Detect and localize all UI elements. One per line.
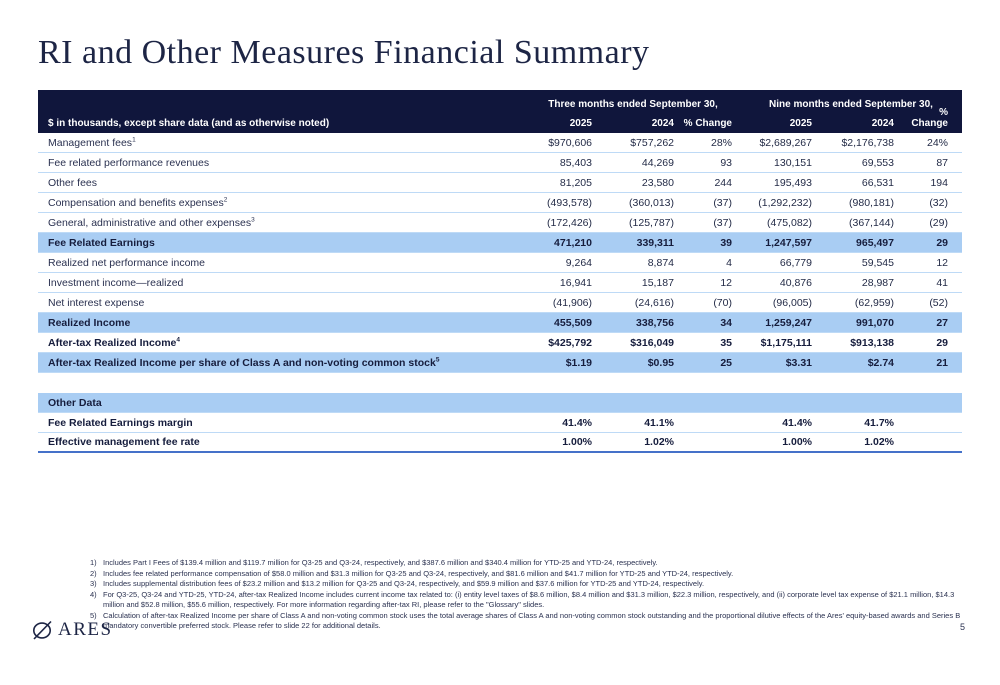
row-value: 338,756 [636, 316, 674, 329]
row-value: 1.00% [562, 436, 592, 448]
row-value: 59,545 [861, 256, 894, 269]
row-value: (367,144) [849, 216, 894, 229]
table-row [38, 413, 962, 433]
footnote-item [90, 579, 970, 590]
row-value: (1,292,232) [758, 196, 812, 209]
row-value: $425,792 [548, 336, 592, 349]
row-value: 29 [936, 236, 948, 249]
footnote-text: Includes supplemental distribution fees of $23.2 million and $13.2 million for Q3-25 and Q3-24, respectively, and $59.9 million and $37.6 million for YTD-25 and YTD-24, respectively. [103, 579, 705, 588]
table-header [38, 90, 962, 133]
row-value: 44,269 [641, 156, 674, 169]
row-value: 455,509 [554, 316, 592, 329]
row-label: Fee Related Earnings margin [48, 416, 193, 429]
footnote-text: Includes Part I Fees of $139.4 million and $119.7 million for Q3-25 and Q3-24, respectively, and $387.6 million and $340.4 million for YTD-25 and YTD-24, respectively. [103, 558, 658, 567]
row-value: (52) [929, 296, 948, 309]
row-label: Investment income—realized [48, 276, 184, 289]
row-value: 66,531 [861, 176, 894, 189]
row-label: Fee related performance revenues [48, 156, 210, 169]
row-value: (96,005) [772, 296, 812, 309]
footnote-number: 3) [90, 579, 97, 588]
col-header-2024-q: 2024 [651, 118, 674, 129]
row-value: 8,874 [647, 256, 674, 269]
footnote-marker: 5 [435, 356, 440, 363]
table-row [38, 393, 962, 413]
row-value: 1,259,247 [765, 316, 812, 329]
table-row [38, 333, 962, 353]
footnote-item [90, 611, 970, 632]
footnote-marker: 2 [223, 196, 228, 203]
row-value: $316,049 [630, 336, 674, 349]
footnote-marker: 1 [132, 136, 136, 143]
row-value: 87 [936, 156, 948, 169]
row-value: 195,493 [774, 176, 812, 189]
col-header-pct-change-q: % Change [683, 118, 732, 129]
col-group-three-months: Three months ended September 30, [548, 99, 718, 110]
row-value: $2,176,738 [841, 136, 894, 149]
row-value: 28,987 [861, 276, 894, 289]
row-value: (475,082) [767, 216, 812, 229]
row-value: 41.1% [644, 416, 674, 429]
row-value: 471,210 [554, 236, 592, 249]
row-value: 9,264 [565, 256, 592, 269]
row-value: $913,138 [850, 336, 894, 349]
table-row [38, 133, 962, 153]
ares-circle-logo-icon [30, 618, 54, 642]
row-value: 130,151 [774, 156, 812, 169]
row-value: 23,580 [641, 176, 674, 189]
row-value: 34 [720, 316, 732, 329]
footnote-text: Includes fee related performance compensation of $58.0 million and $31.3 million for Q3-25 and Q3-24, respectively, and $81.6 million and $41.7 million for YTD-25 and YTD-24, respectively. [103, 568, 734, 578]
row-value: 194 [930, 176, 948, 189]
row-value: $2.74 [867, 356, 894, 369]
table-corner-label: $ in thousands, except share data (and as otherwise noted) [48, 118, 330, 129]
row-value: 1.02% [644, 436, 674, 448]
table-row [38, 313, 962, 333]
row-value: $1,175,111 [760, 336, 812, 349]
row-label: After-tax Realized Income$^4$ [48, 336, 180, 349]
col-header-2025-ytd: 2025 [789, 118, 812, 129]
row-label: After-tax Realized Income per share of Class A and non-voting common stock$^5$ [48, 356, 440, 369]
col-header-pct-change-ytd: % Change [911, 107, 948, 129]
row-value: (980,181) [849, 196, 894, 209]
row-label: Fee Related Earnings [48, 236, 155, 249]
row-label: Management fees$^1$ [48, 136, 136, 149]
row-value: $0.95 [647, 356, 674, 369]
row-value: (29) [929, 216, 948, 229]
row-value: 41.4% [782, 416, 812, 429]
row-value: 12 [720, 276, 732, 289]
row-value: 12 [936, 256, 948, 269]
row-value: 965,497 [856, 236, 894, 249]
ares-logo-text: ARES [58, 619, 113, 640]
row-label: Compensation and benefits expenses$^2$ [48, 196, 228, 209]
row-value: 4 [726, 256, 732, 269]
table-row [38, 273, 962, 293]
row-value: 41 [936, 276, 948, 289]
footnote-number: 4) [90, 589, 97, 599]
table-row [38, 293, 962, 313]
row-value: 21 [936, 356, 948, 369]
table-row [38, 193, 962, 213]
table-row [38, 253, 962, 273]
financial-summary-table [38, 90, 962, 453]
footnote-number: 5) [90, 610, 97, 620]
row-label: Realized Income [48, 316, 131, 329]
row-label: Other fees [48, 176, 98, 189]
row-label: Other Data [48, 396, 102, 409]
table-row [38, 433, 962, 453]
table-row [38, 153, 962, 173]
row-value: $757,262 [630, 136, 674, 149]
footnotes [90, 558, 970, 632]
row-value: (24,616) [634, 296, 674, 309]
table-section-spacer [38, 373, 962, 393]
footnote-number: 1) [90, 558, 97, 567]
table-row [38, 173, 962, 193]
col-header-2024-ytd: 2024 [871, 118, 894, 129]
row-value: 39 [720, 236, 732, 249]
ares-logo [30, 618, 113, 642]
footnote-marker: 3 [251, 216, 255, 223]
row-value: 28% [710, 136, 732, 149]
row-value: 16,941 [559, 276, 592, 289]
footnote-marker: 4 [176, 336, 180, 343]
row-value: 339,311 [636, 236, 674, 249]
row-value: $3.31 [785, 356, 812, 369]
table-row [38, 213, 962, 233]
row-value: $1.19 [565, 356, 592, 369]
row-value: 41.7% [864, 416, 894, 429]
footnote-item [90, 569, 970, 580]
table-body [38, 133, 962, 453]
table-header-group-row [38, 90, 962, 112]
row-value: 24% [926, 136, 948, 149]
row-label: Realized net performance income [48, 256, 205, 269]
row-value: 27 [936, 316, 948, 329]
row-value: (125,787) [629, 216, 674, 229]
row-value: (360,013) [629, 196, 674, 209]
row-value: 25 [720, 356, 732, 369]
row-value: 29 [936, 336, 948, 349]
row-value: 69,553 [861, 156, 894, 169]
row-value: $970,606 [548, 136, 592, 149]
row-value: 85,403 [559, 156, 592, 169]
footnote-number: 2) [90, 568, 97, 578]
col-header-2025-q: 2025 [569, 118, 592, 129]
row-value: 991,070 [856, 316, 894, 329]
row-value: (37) [713, 216, 732, 229]
row-value: 66,779 [779, 256, 812, 269]
table-row [38, 233, 962, 253]
row-value: (37) [713, 196, 732, 209]
footnote-item [90, 590, 970, 611]
row-value: 35 [720, 336, 732, 349]
footnote-text: Calculation of after-tax Realized Income per share of Class A and non-voting common stock uses the total average shares of Class A and non-voting common stock outstanding and the proportional dilutive effects of the Ares' equity-based awards and Series B mandatory convertible preferred stock. Please refer to slide 22 for additional details. [103, 610, 961, 630]
col-group-nine-months: Nine months ended September 30, [769, 99, 933, 110]
row-label: General, administrative and other expenses$^3$ [48, 216, 255, 229]
row-value: (493,578) [547, 196, 592, 209]
row-value: 1.00% [782, 436, 812, 448]
row-label: Effective management fee rate [48, 436, 200, 448]
footnote-text: For Q3-25, Q3-24 and YTD-25, YTD-24, after-tax Realized Income includes current income tax related to: (i) entity level taxes of $8.6 million, $8.4 million and $31.3 million, $22.3 million, respectively, and (ii) corporate level tax expense of $21.1 million, $14.3 million and $52.8 million, $55.6 million, respectively. For more information regarding after-tax RI, please refer to the "Glossary" slides. [103, 589, 955, 609]
table-row [38, 353, 962, 373]
row-value: $2,689,267 [759, 136, 812, 149]
row-value: 81,205 [559, 176, 592, 189]
row-label: Net interest expense [48, 296, 145, 309]
row-value: 41.4% [562, 416, 592, 429]
row-value: 40,876 [779, 276, 812, 289]
row-value: 244 [714, 176, 732, 189]
row-value: 15,187 [641, 276, 674, 289]
row-value: 1.02% [864, 436, 894, 448]
row-value: 1,247,597 [765, 236, 812, 249]
page-title: RI and Other Measures Financial Summary [38, 34, 650, 71]
footnote-item [90, 558, 970, 569]
row-value: 93 [720, 156, 732, 169]
row-value: (62,959) [854, 296, 894, 309]
row-value: (32) [929, 196, 948, 209]
row-value: (70) [713, 296, 732, 309]
row-value: (41,906) [552, 296, 592, 309]
page-number: 5 [960, 622, 966, 632]
row-value: (172,426) [547, 216, 592, 229]
table-header-cols-row [38, 107, 962, 133]
